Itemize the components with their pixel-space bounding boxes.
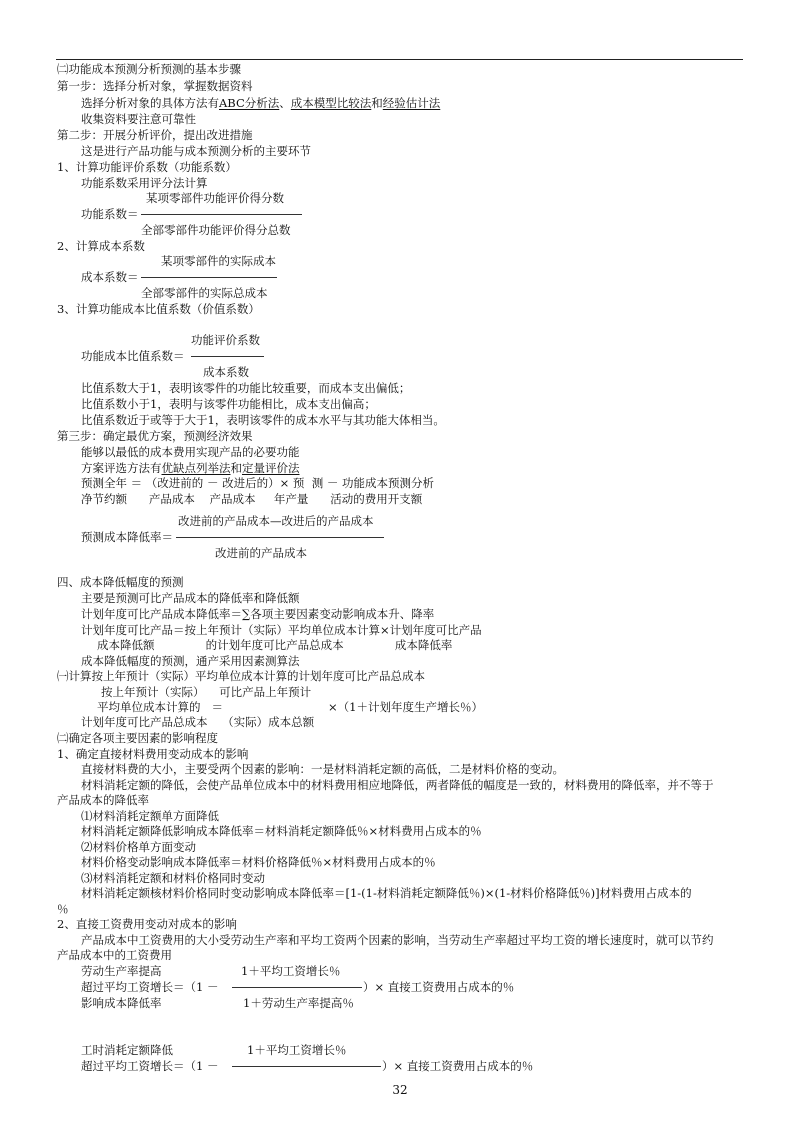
formula-lhs: 超过平均工资增长＝（1 － bbox=[81, 1059, 219, 1073]
text-line: ⑶材料消耗定额和材料价格同时变动 bbox=[81, 871, 265, 885]
formula-rhs: ）× 直接工资费用占成本的％ bbox=[363, 980, 515, 994]
text-line: 比值系数大于1，表明该零件的功能比较重要，而成本支出偏低； bbox=[81, 381, 411, 395]
text-line: 比值系数小于1，表明与该零件功能相比，成本支出偏高； bbox=[81, 397, 376, 411]
formula-line: 工时消耗定额降低 bbox=[81, 1043, 173, 1057]
formula-line: 材料价格变动影响成本降低率＝材料价格降低％×材料费用占成本的％ bbox=[81, 855, 436, 869]
fraction-bar bbox=[232, 987, 362, 988]
pros-cons-term: 优缺点列举法 bbox=[161, 461, 231, 475]
formula-denominator: 成本系数 bbox=[203, 365, 249, 379]
abc-analysis-term: ABC分析法 bbox=[219, 96, 280, 110]
sub-heading: 2、直接工资费用变动对成本的影响 bbox=[57, 917, 237, 931]
text-line: ％ bbox=[57, 902, 69, 916]
methods-prefix: 选择分析对象的具体方法有 bbox=[81, 96, 219, 110]
text-line: 功能系数采用评分法计算 bbox=[81, 176, 208, 190]
fraction-bar bbox=[141, 277, 277, 278]
experience-estimate-term: 经验估计法 bbox=[382, 96, 441, 110]
fraction-bar bbox=[232, 1066, 381, 1067]
separator: 和 bbox=[230, 461, 242, 475]
text-line: 收集资料要注意可靠性 bbox=[81, 112, 196, 126]
separator: 、 bbox=[279, 96, 291, 110]
formula-line: 按上年预计（实际） 可比产品上年预计 bbox=[101, 685, 312, 699]
formula-numerator: 功能评价系数 bbox=[191, 333, 260, 347]
step-3-heading: 第三步：确定最优方案，预测经济效果 bbox=[57, 429, 253, 443]
step-2-heading: 第二步：开展分析评价，提出改进措施 bbox=[57, 128, 253, 142]
text-line: 直接材料费的大小，主要受两个因素的影响：一是材料消耗定额的高低，二是材料价格的变动。 bbox=[81, 762, 564, 776]
text-line: ⑴材料消耗定额单方面降低 bbox=[81, 809, 219, 823]
text-line: 产品成本中的工资费用 bbox=[57, 948, 172, 962]
formula-numerator: 1＋平均工资增长％ bbox=[241, 964, 341, 978]
formula-line: 净节约额 产品成本 产品成本 年产量 活动的费用开支额 bbox=[81, 492, 423, 506]
cost-model-term: 成本模型比较法 bbox=[290, 96, 372, 110]
separator: 和 bbox=[371, 96, 383, 110]
sub-heading: 3、计算功能成本比值系数（价值系数） bbox=[57, 302, 260, 316]
formula-line: 成本降低额 的计划年度可比产品总成本 成本降低率 bbox=[97, 638, 453, 652]
text-line: 主要是预测可比产品成本的降低率和降低额 bbox=[81, 591, 300, 605]
text-line: 比值系数近于或等于大于1，表明该零件的成本水平与其功能大体相当。 bbox=[81, 413, 445, 427]
formula-denominator: 1＋劳动生产率提高％ bbox=[243, 996, 354, 1010]
text-line: 成本降低幅度的预测，通产采用因素测算法 bbox=[81, 654, 300, 668]
formula-line: 材料消耗定额核材料价格同时变动影响成本降低率＝[1-(1-材料消耗定额降低％)×(1-材料价格降低％)]材料费用占成本的 bbox=[81, 886, 692, 900]
sub-heading: 1、确定直接材料费用变动成本的影响 bbox=[57, 747, 249, 761]
formula-denominator: 全部零部件的实际总成本 bbox=[141, 286, 268, 300]
formula-numerator: 1＋平均工资增长％ bbox=[247, 1043, 347, 1057]
fraction-bar bbox=[176, 537, 384, 538]
formula-numerator: 改进前的产品成本—改进后的产品成本 bbox=[178, 514, 374, 528]
formula-line: 劳动生产率提高 bbox=[81, 964, 162, 978]
step-3-methods bbox=[81, 461, 300, 475]
page-number: 32 bbox=[392, 1083, 408, 1097]
formula-lhs: 超过平均工资增长＝（1 － bbox=[81, 980, 219, 994]
text-line: 产品成本中工资费用的大小受劳动生产率和平均工资两个因素的影响，当劳动生产率超过平均工资的增长速度时，就可以节约 bbox=[81, 933, 714, 947]
sub-heading: ㈡确定各项主要因素的影响程度 bbox=[57, 731, 218, 745]
sub-heading: 2、计算成本系数 bbox=[57, 239, 145, 253]
formula-line: 材料消耗定额降低影响成本降低率＝材料消耗定额降低％×材料费用占成本的％ bbox=[81, 824, 482, 838]
text-line: 产品成本的降低率 bbox=[57, 793, 149, 807]
formula-line: 计划年度可比产品总成本 （实际）成本总额 bbox=[81, 715, 315, 729]
formula-line: 预测全年 ＝ （改进前的 － 改进后的）× 预 测 － 功能成本预测分析 bbox=[81, 476, 435, 490]
formula-rhs: ）× 直接工资费用占成本的％ bbox=[382, 1059, 534, 1073]
formula-denominator: 改进前的产品成本 bbox=[215, 546, 307, 560]
formula-line: 计划年度可比产品＝按上年预计（实际）平均单位成本计算×计划年度可比产品 bbox=[81, 623, 482, 637]
methods-prefix: 方案评选方法有 bbox=[81, 461, 162, 475]
step-1-heading: 第一步：选择分析对象，掌握数据资料 bbox=[57, 79, 253, 93]
formula-line: ×（1＋计划年度生产增长％） bbox=[328, 700, 483, 714]
formula-line: 平均单位成本计算的 ＝ bbox=[97, 700, 223, 714]
formula-line: 计划年度可比产品成本降低率＝∑各项主要因素变动影响成本升、降率 bbox=[81, 607, 435, 621]
formula-numerator: 某项零部件功能评价得分数 bbox=[146, 191, 284, 205]
text-line: 这是进行产品功能与成本预测分析的主要环节 bbox=[81, 144, 311, 158]
text-line: ⑵材料价格单方面变动 bbox=[81, 840, 196, 854]
text-line: 材料消耗定额的降低，会使产品单位成本中的材料费用相应地降低，两者降低的幅度是一致的，材料费用的降低率，并不等于 bbox=[81, 778, 714, 792]
formula-lhs: 预测成本降低率＝ bbox=[81, 530, 173, 544]
formula-lhs: 功能成本比值系数＝ bbox=[81, 349, 185, 363]
header-rule bbox=[56, 59, 743, 60]
formula-denominator: 全部零部件功能评价得分总数 bbox=[141, 223, 291, 237]
formula-line: 影响成本降低率 bbox=[81, 996, 162, 1010]
formula-lhs: 成本系数＝ bbox=[81, 270, 139, 284]
formula-lhs: 功能系数＝ bbox=[81, 207, 139, 221]
step-1-methods bbox=[81, 96, 440, 110]
text-line: 能够以最低的成本费用实现产品的必要功能 bbox=[81, 445, 300, 459]
fraction-bar bbox=[191, 356, 264, 357]
sub-heading: 1、计算功能评价系数（功能系数） bbox=[57, 160, 237, 174]
fraction-bar bbox=[141, 214, 302, 215]
section-title-cost-reduction: 四、成本降低幅度的预测 bbox=[57, 575, 184, 589]
formula-numerator: 某项零部件的实际成本 bbox=[161, 254, 276, 268]
quantitative-eval-term: 定量评价法 bbox=[242, 461, 300, 475]
sub-heading: ㈠计算按上年预计（实际）平均单位成本计算的计划年度可比产品总成本 bbox=[57, 669, 425, 683]
section-title-function-cost: ㈡功能成本预测分析预测的基本步骤 bbox=[57, 62, 241, 76]
